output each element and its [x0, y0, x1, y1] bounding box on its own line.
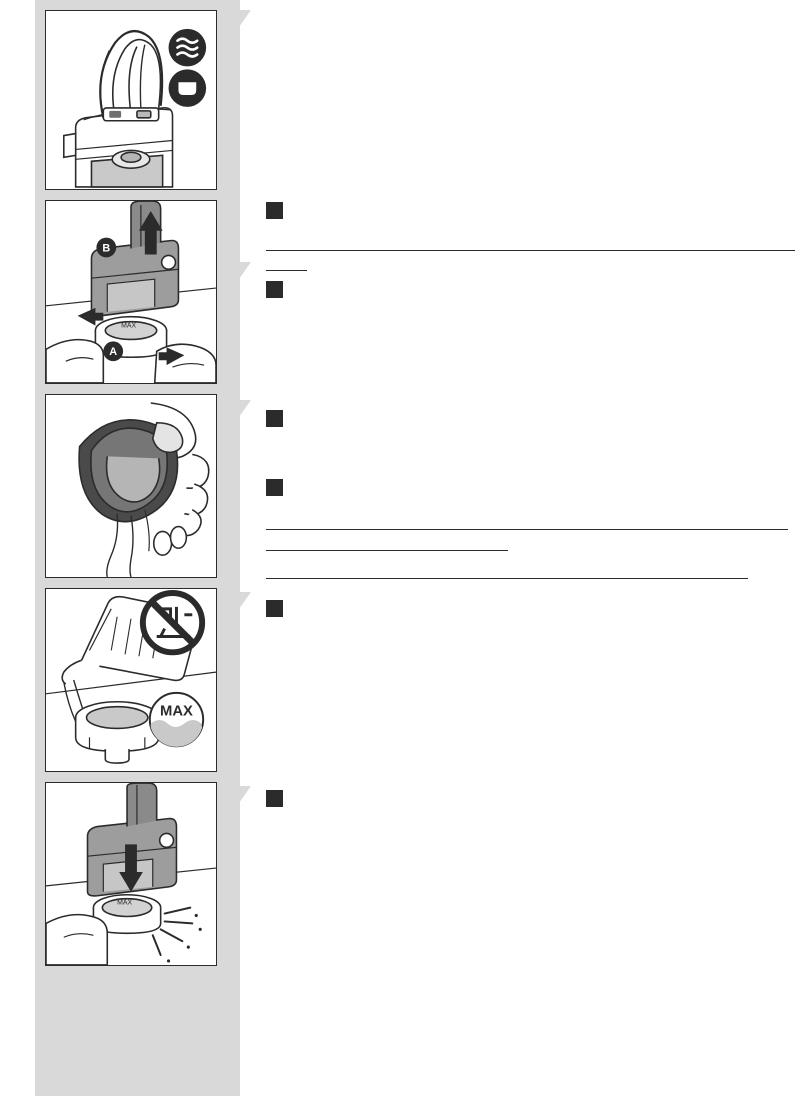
figure-click-water-tank-back: [45, 782, 217, 966]
bullet-marker-4: [266, 479, 283, 496]
figure-fill-water-tank: [45, 588, 217, 772]
figure-pointer-tab-5: [217, 786, 239, 820]
soleplate-icon: [169, 69, 207, 107]
figure-pointer-tab-3: [217, 400, 239, 434]
figure-steam-iron-top: [45, 10, 217, 190]
rule-2: [266, 270, 307, 271]
max-level-icon: [150, 693, 203, 747]
figure-pointer-tab-4: [217, 592, 239, 626]
rule-5: [266, 578, 748, 579]
svg-text:MAX: MAX: [121, 322, 137, 330]
svg-text:A: A: [109, 346, 118, 359]
rule-3: [266, 529, 788, 530]
bullet-marker-3: [266, 410, 283, 427]
svg-text:MAX: MAX: [160, 703, 193, 720]
label-a: [103, 341, 123, 361]
no-additives-icon: [143, 593, 202, 652]
steam-waves-icon: [169, 29, 207, 67]
bullet-marker-5: [266, 600, 283, 617]
rule-1: [266, 250, 795, 251]
label-b: [96, 238, 116, 258]
bullet-marker-2: [266, 281, 283, 298]
figure-empty-water-tank: [45, 394, 217, 578]
figure-remove-water-tank: [45, 200, 217, 384]
figure-pointer-tab-2: [217, 262, 239, 296]
bullet-marker-1: [266, 202, 283, 219]
svg-text:MAX: MAX: [117, 899, 133, 907]
bullet-marker-6: [266, 790, 283, 807]
figure-pointer-tab-1: [217, 10, 239, 44]
rule-4: [266, 550, 508, 551]
svg-text:B: B: [102, 242, 111, 255]
